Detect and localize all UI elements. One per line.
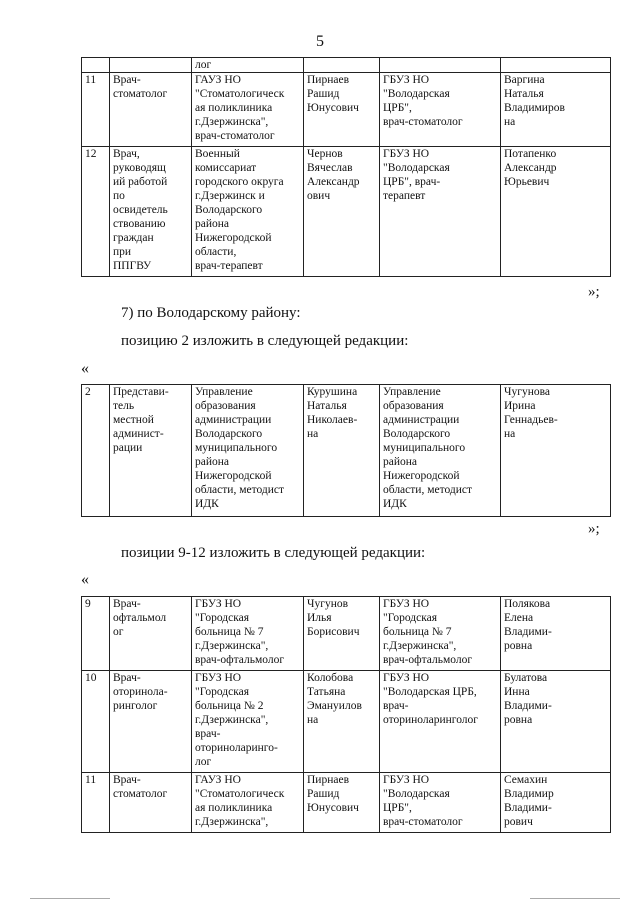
page-number: 5	[316, 33, 324, 50]
table-row	[82, 773, 611, 833]
positions-table-9-12	[81, 596, 611, 833]
cell-organization: Военный комиссариат городского округа г.Дзержинск и Володарского района Нижегородской области, врач-терапевт	[192, 147, 304, 277]
cell-replacement-organization	[380, 58, 501, 73]
cell-replacement-organization: ГБУЗ НО "Володарская ЦРБ", врач-стоматолог	[380, 773, 501, 833]
cell-position: Врач- офтальмол ог	[110, 597, 192, 671]
closing-quote: »;	[588, 284, 600, 300]
cell-replacement-organization: ГБУЗ НО "Володарская ЦРБ, врач- оториноларинголог	[380, 671, 501, 773]
cell-number: 11	[82, 773, 110, 833]
cell-position: Врач, руководящ ий работой по освидетель ствованию граждан при ППГВУ	[110, 147, 192, 277]
cell-number: 10	[82, 671, 110, 773]
cell-name: Пирнаев Рашид Юнусович	[304, 773, 380, 833]
cell-replacement-name	[501, 58, 611, 73]
section-heading: 7) по Володарскому району:	[121, 305, 301, 321]
opening-quote: «	[81, 360, 89, 377]
cell-replacement-name: Чугунова Ирина Геннадьев- на	[501, 385, 611, 517]
cell-replacement-name: Полякова Елена Владими- ровна	[501, 597, 611, 671]
closing-quote: »;	[588, 521, 600, 537]
cell-number: 12	[82, 147, 110, 277]
footer-divider	[30, 898, 110, 899]
cell-replacement-name: Варгина Наталья Владимиров на	[501, 73, 611, 147]
cell-organization: Управление образования администрации Володарского муниципального района Нижегородской области, методист ИДК	[192, 385, 304, 517]
positions-table-continuation	[81, 57, 611, 277]
cell-replacement-organization: ГБУЗ НО "Володарская ЦРБ", врач-стоматолог	[380, 73, 501, 147]
cell-organization: ГБУЗ НО "Городская больница № 7 г.Дзержинска", врач-офтальмолог	[192, 597, 304, 671]
cell-name: Чугунов Илья Борисович	[304, 597, 380, 671]
cell-position: Врач- стоматолог	[110, 773, 192, 833]
cell-replacement-organization: Управление образования администрации Володарского муниципального района Нижегородской области, методист ИДК	[380, 385, 501, 517]
table-row	[82, 147, 611, 277]
cell-name: Пирнаев Рашид Юнусович	[304, 73, 380, 147]
instruction-text: позицию 2 изложить в следующей редакции:	[121, 333, 409, 349]
cell-organization: ГАУЗ НО "Стоматологическ ая поликлиника г.Дзержинска",	[192, 773, 304, 833]
cell-number: 2	[82, 385, 110, 517]
cell-name	[304, 58, 380, 73]
opening-quote: «	[81, 571, 89, 588]
cell-name: Курушина Наталья Николаев- на	[304, 385, 380, 517]
cell-replacement-name: Булатова Инна Владими- ровна	[501, 671, 611, 773]
table-row	[82, 385, 611, 517]
table-row	[82, 58, 611, 73]
cell-position: Представи- тель местной админист- рации	[110, 385, 192, 517]
cell-position: Врач- стоматолог	[110, 73, 192, 147]
table-row	[82, 73, 611, 147]
table-row	[82, 671, 611, 773]
cell-name: Колобова Татьяна Эмануилов на	[304, 671, 380, 773]
cell-name: Чернов Вячеслав Александр ович	[304, 147, 380, 277]
cell-position: Врач- оторинола- ринголог	[110, 671, 192, 773]
table-row	[82, 597, 611, 671]
cell-organization: ГБУЗ НО "Городская больница № 2 г.Дзержинска", врач- оториноларинго- лог	[192, 671, 304, 773]
instruction-text: позиции 9-12 изложить в следующей редакции:	[121, 545, 426, 561]
cell-number	[82, 58, 110, 73]
cell-number: 9	[82, 597, 110, 671]
cell-organization: ГАУЗ НО "Стоматологическ ая поликлиника г.Дзержинска", врач-стоматолог	[192, 73, 304, 147]
cell-replacement-organization: ГБУЗ НО "Городская больница № 7 г.Дзержинска", врач-офтальмолог	[380, 597, 501, 671]
footer-divider	[530, 898, 620, 899]
positions-table-volodarsky	[81, 384, 611, 517]
cell-replacement-name: Семахин Владимир Владими- рович	[501, 773, 611, 833]
cell-number: 11	[82, 73, 110, 147]
cell-organization: лог	[192, 58, 304, 73]
cell-replacement-organization: ГБУЗ НО "Володарская ЦРБ", врач- терапевт	[380, 147, 501, 277]
cell-position	[110, 58, 192, 73]
cell-replacement-name: Потапенко Александр Юрьевич	[501, 147, 611, 277]
